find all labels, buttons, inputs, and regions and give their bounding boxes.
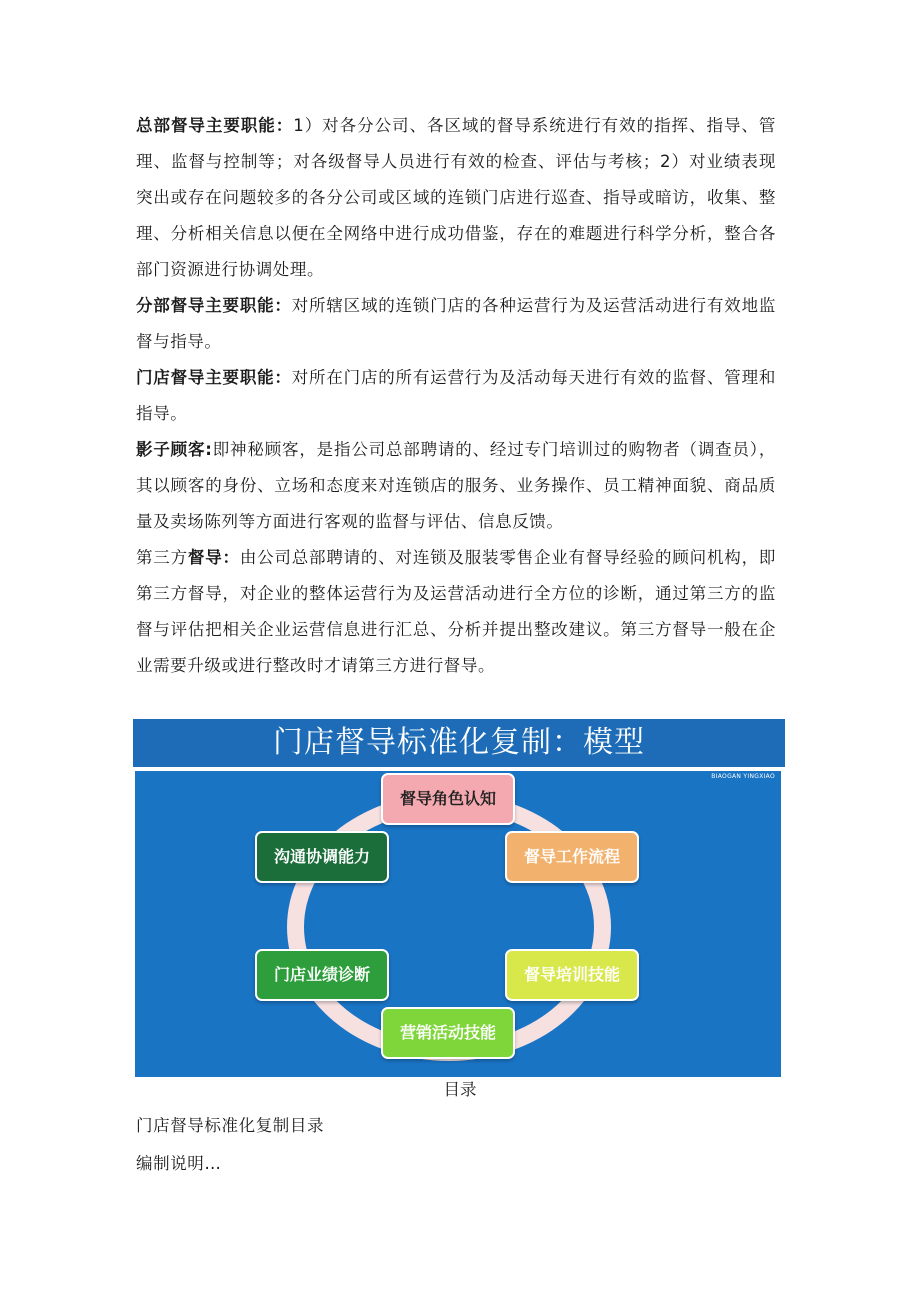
figure-title: 门店督导标准化复制：模型 — [133, 719, 785, 767]
paragraph-text: 对所在门店的所有运营行为及活动每天进行有效的监督、管理和指导。 — [136, 368, 776, 423]
paragraph-term: 总部督导主要职能： — [136, 116, 294, 135]
document-body — [136, 108, 776, 684]
paragraph-text: 即神秘顾客，是指公司总部聘请的、经过专门培训过的购物者（调查员），其以顾客的身份、立场和态度来对连锁店的服务、业务操作、员工精神面貌、商品质量及卖场陈列等方面进行客观的监督与评估、信息反馈。 — [136, 440, 776, 531]
node-store-diagnosis: 门店业绩诊断 — [255, 949, 389, 1001]
node-role-awareness: 督导角色认知 — [381, 773, 515, 825]
paragraph-third-party — [136, 540, 776, 684]
paragraph-term: 分部督导主要职能： — [136, 296, 292, 315]
paragraph-term: 门店督导主要职能： — [136, 368, 292, 387]
node-workflow: 督导工作流程 — [505, 831, 639, 883]
figure-canvas — [135, 771, 781, 1077]
figure-caption: 目录 — [443, 1080, 477, 1099]
model-figure — [133, 719, 785, 1077]
node-marketing-skills: 营销活动技能 — [381, 1007, 515, 1059]
paragraph-branch-supervision — [136, 288, 776, 360]
paragraph-prefix: 第三方 — [136, 548, 188, 567]
figure-brand-text: BIAOGAN YINGXIAO — [711, 773, 775, 780]
paragraph-term: 影子顾客: — [136, 440, 213, 459]
paragraph-shadow-customer — [136, 432, 776, 540]
paragraph-text: 由公司总部聘请的、对连锁及服装零售企业有督导经验的顾问机构，即第三方督导，对企业的整体运营行为及运营活动进行全方位的诊断，通过第三方的监督与评估把相关企业运营信息进行汇总、分析并提出整改建议。第三方督导一般在企业需要升级或进行整改时才请第三方进行督导。 — [136, 548, 776, 675]
paragraph-hq-supervision — [136, 108, 776, 288]
paragraph-text: 对所辖区域的连锁门店的各种运营行为及运营活动进行有效地监督与指导。 — [136, 296, 776, 351]
toc-item: 编制说明… — [136, 1154, 222, 1173]
paragraph-text: 1）对各分公司、各区域的督导系统进行有效的指挥、指导、管理、监督与控制等；对各级督导人员进行有效的检查、评估与考核；2）对业绩表现突出或存在问题较多的各分公司或区域的连锁门店进行巡查、指导或暗访，收集、整理、分析相关信息以便在全网络中进行成功借鉴，存在的难题进行科学分析，整合各部门资源进行协调处理。 — [136, 116, 776, 279]
toc-title: 门店督导标准化复制目录 — [136, 1116, 325, 1135]
node-communication: 沟通协调能力 — [255, 831, 389, 883]
node-training-skills: 督导培训技能 — [505, 949, 639, 1001]
paragraph-term: 督导： — [187, 548, 240, 567]
paragraph-store-supervision — [136, 360, 776, 432]
